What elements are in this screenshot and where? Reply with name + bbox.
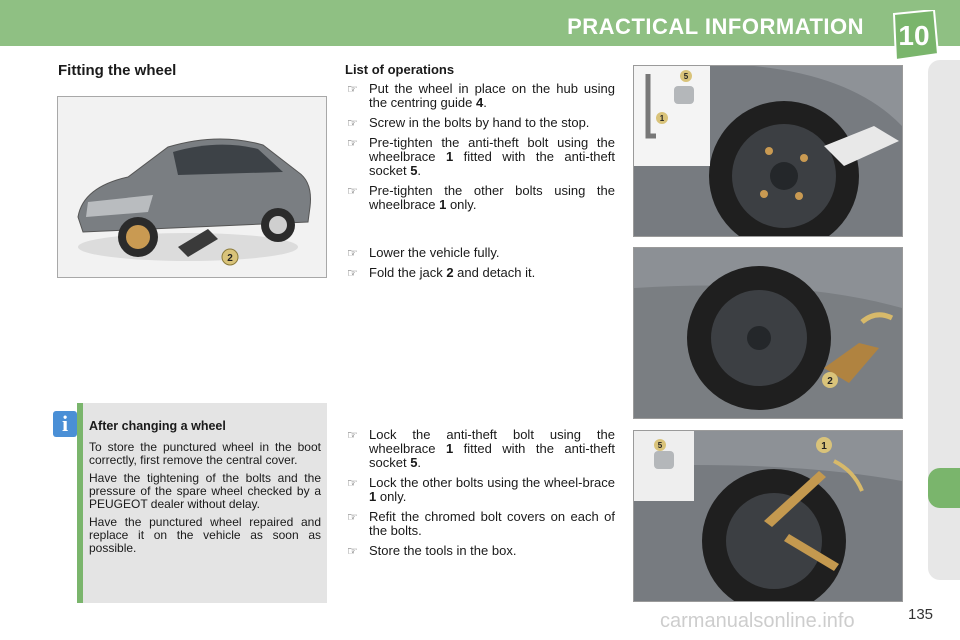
pointing-hand-icon: ☞	[347, 184, 358, 198]
pointing-hand-icon: ☞	[347, 476, 358, 490]
info-box	[77, 403, 327, 603]
callout-label: 1	[821, 441, 827, 452]
pointing-hand-icon: ☞	[347, 544, 358, 558]
car-callout-label: 2	[227, 253, 233, 264]
callout-label: 2	[827, 376, 833, 387]
callout-label: 5	[683, 72, 689, 81]
operations-list-2	[345, 246, 615, 286]
photo-locking-drawing	[634, 431, 902, 601]
pointing-hand-icon: ☞	[347, 266, 358, 280]
callout-label: 1	[659, 114, 665, 123]
pointing-hand-icon: ☞	[347, 136, 358, 150]
callout-label: 5	[657, 441, 663, 450]
photo-bolting-drawing	[634, 66, 902, 236]
info-paragraph: Have the punctured wheel repaired and replace it on the vehicle as soon as possible.	[89, 515, 321, 555]
car-drawing	[58, 97, 326, 277]
pointing-hand-icon: ☞	[347, 82, 358, 96]
page-number: 135	[908, 606, 934, 623]
list-item: ☞ Store the tools in the box.	[347, 543, 517, 558]
list-item: ☞ Pre-tighten the anti-theft bolt using the wheelbrace 1 fitted with the anti-theft socket 5.	[347, 135, 615, 178]
info-box-title: After changing a wheel	[89, 419, 226, 433]
list-item: ☞ Refit the chromed bolt covers on each of the bolts.	[347, 509, 615, 538]
operations-list-3	[345, 428, 615, 564]
operations-list-1	[345, 82, 615, 218]
pointing-hand-icon: ☞	[347, 116, 358, 130]
info-paragraph: Have the tightening of the bolts and the pressure of the spare wheel checked by a PEUGEOT dealer without delay.	[89, 471, 321, 511]
chapter-number: 10	[898, 20, 930, 51]
list-item: ☞ Put the wheel in place on the hub using the centring guide 4.	[347, 81, 615, 110]
list-heading: List of operations	[345, 62, 455, 77]
pointing-hand-icon: ☞	[347, 428, 358, 442]
side-tab-active[interactable]	[928, 468, 960, 508]
info-icon: i	[53, 411, 77, 437]
list-item: ☞ Pre-tighten the other bolts using the wheelbrace 1 only.	[347, 183, 615, 212]
list-item: ☞ Lower the vehicle fully.	[347, 245, 500, 260]
list-item: ☞ Lock the anti-theft bolt using the wheelbrace 1 fitted with the anti-theft socket 5.	[347, 427, 615, 470]
photo-bolting-wheel	[633, 65, 903, 237]
photo-jack-drawing	[634, 248, 902, 418]
watermark: carmanualsonline.info	[660, 610, 855, 632]
section-title: Fitting the wheel	[58, 62, 177, 79]
list-item: ☞ Lock the other bolts using the wheel-brace 1 only.	[347, 475, 615, 504]
page-title: PRACTICAL INFORMATION	[567, 14, 864, 39]
list-item: ☞ Fold the jack 2 and detach it.	[347, 265, 536, 280]
pointing-hand-icon: ☞	[347, 510, 358, 524]
pointing-hand-icon: ☞	[347, 246, 358, 260]
info-paragraph: To store the punctured wheel in the boot correctly, first remove the central cover.	[89, 440, 321, 467]
list-item: ☞ Screw in the bolts by hand to the stop.	[347, 115, 590, 130]
car-illustration	[57, 96, 327, 278]
chapter-badge	[888, 10, 940, 60]
photo-lowering-jack	[633, 247, 903, 419]
photo-locking-bolts	[633, 430, 903, 602]
